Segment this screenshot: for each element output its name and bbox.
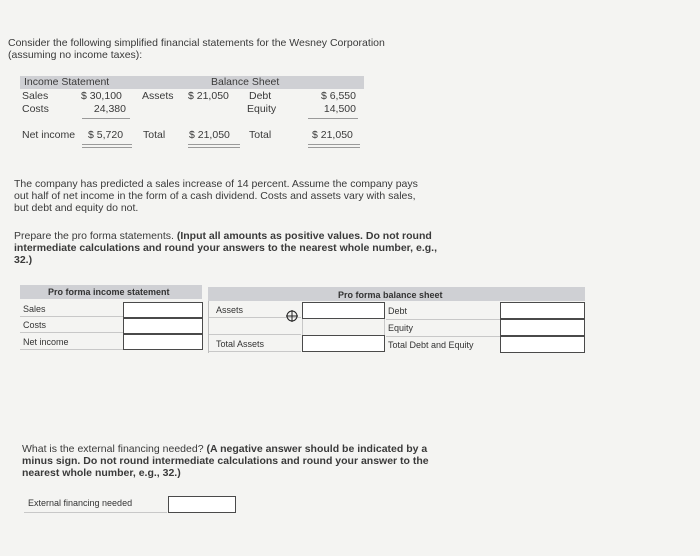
scenario-line-2: out half of net income in the form of a cash dividend. Costs and assets vary with sales,	[14, 190, 416, 202]
proforma-sales-input[interactable]	[123, 302, 203, 318]
question-bold-2: minus sign. Do not round intermediate calculations and round your answer to the	[22, 455, 429, 467]
balance-sheet-header: Balance Sheet	[211, 76, 280, 88]
problem-line-1: Consider the following simplified financial statements for the Wesney Corporation	[8, 37, 385, 49]
net-income-value: $ 5,720	[88, 129, 124, 141]
instructions-bold-3: 32.)	[14, 254, 33, 266]
sales-value: $ 30,100	[81, 90, 122, 102]
question-bold-3: nearest whole number, e.g., 32.)	[22, 467, 181, 479]
cursor-crosshair-icon	[285, 309, 299, 323]
balance-equity-divider	[386, 336, 500, 337]
balance-empty-cell	[302, 319, 385, 335]
question-prefix: What is the external financing needed?	[22, 443, 204, 455]
balance-total-assets-input[interactable]	[302, 335, 385, 352]
balance-assets-input[interactable]	[302, 302, 385, 319]
costs-value: 24,380	[93, 103, 126, 115]
debt-value: $ 6,550	[320, 90, 356, 102]
balance-debt-divider	[386, 319, 500, 320]
total-assets-double-underline-2	[188, 147, 240, 148]
total-right-double-underline-2	[308, 147, 360, 148]
balance-total-debt-equity-input[interactable]	[500, 336, 585, 353]
total-debt-equity-value: $ 21,050	[312, 129, 353, 141]
scenario-line-1: The company has predicted a sales increase of 14 percent. Assume the company pays	[14, 178, 418, 190]
net-income-double-underline-1	[82, 144, 132, 145]
balance-total-debt-equity-label: Total Debt and Equity	[388, 340, 474, 350]
proforma-costs-input[interactable]	[123, 318, 203, 334]
balance-equity-input[interactable]	[500, 319, 585, 336]
income-statement-header: Income Statement	[24, 76, 110, 88]
proforma-costs-label: Costs	[23, 320, 47, 330]
balance-debt-label: Debt	[388, 306, 408, 316]
net-income-double-underline-2	[82, 147, 132, 148]
assets-label: Assets	[142, 90, 174, 102]
proforma-balance-header: Pro forma balance sheet	[338, 290, 443, 300]
debt-label: Debt	[249, 90, 272, 102]
equity-underline	[308, 118, 358, 119]
total-assets-label: Total	[143, 129, 166, 141]
scenario-line-3: but debt and equity do not.	[14, 202, 139, 214]
net-income-label: Net income	[22, 129, 76, 141]
equity-label: Equity	[247, 103, 277, 115]
total-debt-equity-label: Total	[249, 129, 272, 141]
balance-equity-label: Equity	[388, 323, 414, 333]
balance-total-assets-label: Total Assets	[216, 339, 265, 349]
question-bold-1: (A negative answer should be indicated by a	[206, 443, 428, 455]
instructions-prefix: Prepare the pro forma statements.	[14, 230, 174, 242]
external-financing-input[interactable]	[168, 496, 236, 513]
proforma-net-income-label: Net income	[23, 337, 69, 347]
instructions-bold-1: (Input all amounts as positive values. Do not round	[176, 230, 432, 242]
proforma-income-header: Pro forma income statement	[48, 287, 170, 297]
total-assets-double-underline-1	[188, 144, 240, 145]
costs-label: Costs	[22, 103, 49, 115]
external-financing-label: External financing needed	[28, 498, 133, 508]
costs-underline	[82, 118, 130, 119]
proforma-net-income-input[interactable]	[123, 334, 203, 350]
total-right-double-underline-1	[308, 144, 360, 145]
instructions-bold-2: intermediate calculations and round your answers to the nearest whole number, e.g.,	[14, 242, 438, 254]
balance-assets-label: Assets	[216, 305, 244, 315]
equity-value: 14,500	[323, 103, 356, 115]
total-assets-value: $ 21,050	[189, 129, 230, 141]
balance-debt-input[interactable]	[500, 302, 585, 319]
proforma-sales-label: Sales	[23, 304, 46, 314]
sales-label: Sales	[22, 90, 49, 102]
problem-line-2: (assuming no income taxes):	[8, 49, 143, 61]
assets-value: $ 21,050	[188, 90, 229, 102]
